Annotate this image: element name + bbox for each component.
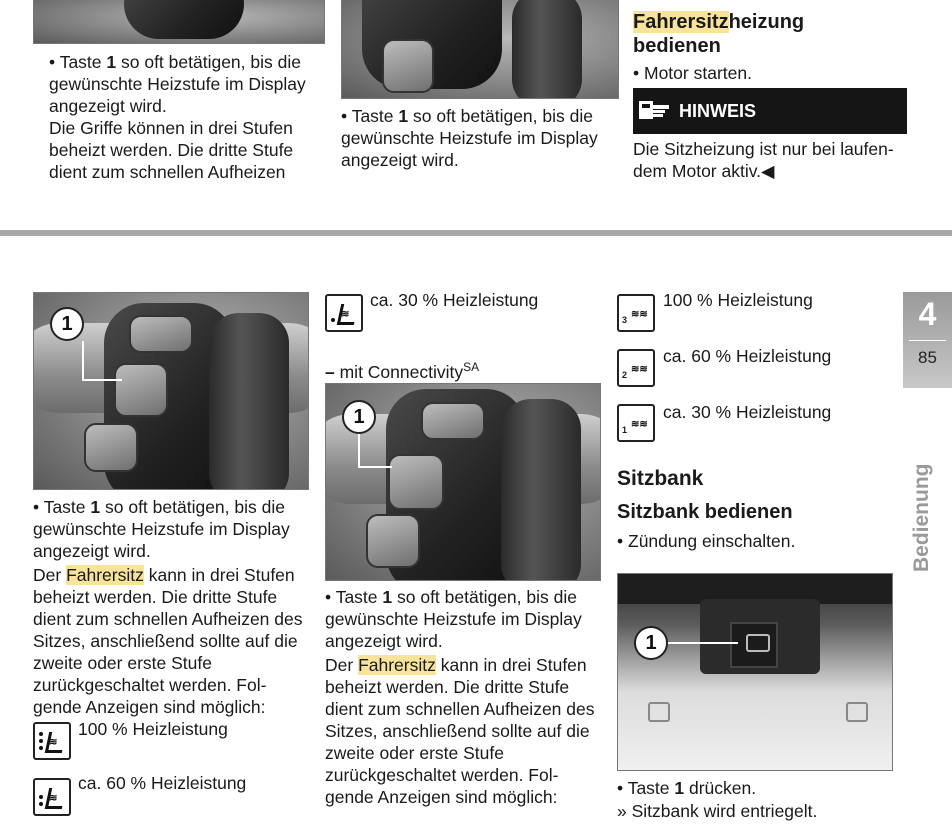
col2-level-30: ca. 30 % Heizleistung <box>370 290 539 310</box>
top-right-bullet: • Motor starten. <box>633 62 752 84</box>
callout-1: 1 <box>634 626 668 660</box>
section-heading-sitzbank: Sitzbank <box>617 467 704 490</box>
top-left-bullet: • Taste 1 so oft betätigen, bis die gewünschte Heizstufe im Display angezeigt wird. <box>49 51 319 117</box>
handlebar-photo-col1 <box>33 292 309 490</box>
chapter-number: 4 <box>918 296 937 332</box>
heat-level-2-icon: 2 ≋≋ <box>617 349 655 387</box>
callout-1: 1 <box>50 307 84 341</box>
hinweis-text: Die Sitzheizung ist nur bei laufen-dem Motor aktiv.◀ <box>633 139 894 181</box>
col1-level-100: 100 % Heizleistung <box>78 719 228 739</box>
col3-level-30: ca. 30 % Heizleistung <box>663 402 832 422</box>
section-divider <box>0 230 952 236</box>
col3-level-100: 100 % Heizleistung <box>663 290 813 310</box>
callout-1: 1 <box>342 400 376 434</box>
col1-bullet: • Taste 1 so oft betätigen, bis die gewünschte Heizstufe im Display angezeigt wird. <box>33 496 308 562</box>
col1-level-60: ca. 60 % Heizleistung <box>78 773 247 793</box>
hinweis-label: HINWEIS <box>679 101 757 121</box>
heat-level-3-icon: 3 ≋≋ <box>617 294 655 332</box>
subheading-sitzbank-bedienen: Sitzbank bedienen <box>617 501 793 523</box>
col3-bullet-zuendung: • Zündung einschalten. <box>617 530 795 552</box>
col3-level-60: ca. 60 % Heizleistung <box>663 346 832 366</box>
seat-heating-button <box>114 363 168 417</box>
col1-paragraph: Der Fahrersitz kann in drei Stufen beheizt werden. Die dritte Stufe dient zum schnellen Aufheizen des Sitzes, anschließend sollte auf die zweite oder erste Stufe zurückgeschaltet werden. Fol-gende Anzeigen sind möglich: <box>33 565 303 717</box>
col3-bullet-taste: • Taste 1 drücken. <box>617 777 756 799</box>
col3-result: » Sitzbank wird entriegelt. <box>617 801 818 821</box>
hinweis-box <box>633 88 907 134</box>
heat-level-1-icon: 1 ≋≋ <box>617 404 655 442</box>
note-hand-icon <box>639 99 671 121</box>
top-left-paragraph: Die Griffe können in drei Stufen beheizt werden. Die dritte Stufe dient zum schnellen Aufheizen <box>49 118 294 182</box>
col2-paragraph: Der Fahrersitz kann in drei Stufen beheizt werden. Die dritte Stufe dient zum schnellen Aufheizen des Sitzes, anschließend sollte auf die zweite oder erste Stufe zurückgeschaltet werden. Fol-gende Anzeigen sind möglich: <box>325 655 595 807</box>
handlebar-photo-top-left <box>33 0 325 44</box>
top-mid-bullet: • Taste 1 so oft betätigen, bis die gewünschte Heizstufe im Display angezeigt wird. <box>341 105 611 171</box>
page-number: 85 <box>918 348 937 367</box>
section-side-label: Bedienung <box>910 463 933 572</box>
connectivity-label: – mit Connectivity$^{SA}$ <box>325 360 480 382</box>
chapter-tab <box>903 292 952 388</box>
seat-release-photo <box>617 573 893 771</box>
heat-level-30-icon: ≋ <box>325 294 363 332</box>
heat-level-100-icon: ≋ <box>33 722 71 760</box>
heat-level-60-icon: ≋ <box>33 778 71 816</box>
handlebar-photo-top-mid <box>341 0 619 99</box>
section-heading-fahrersitzheizung: Fahrersitzheizung bedienen <box>633 11 805 57</box>
handlebar-photo-col2 <box>325 383 601 581</box>
col2-bullet: • Taste 1 so oft betätigen, bis die gewünschte Heizstufe im Display angezeigt wird. <box>325 586 600 652</box>
